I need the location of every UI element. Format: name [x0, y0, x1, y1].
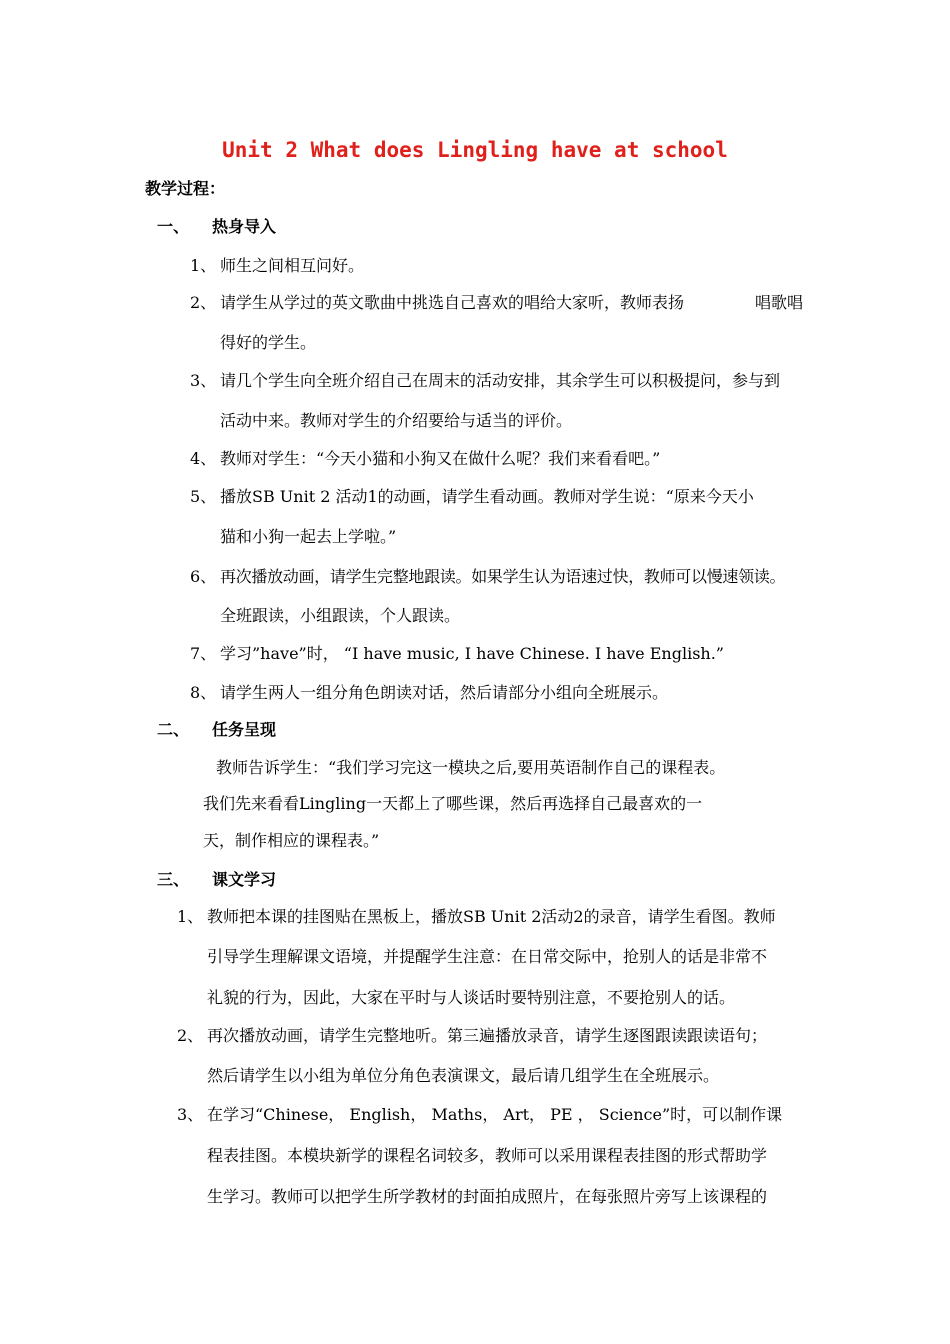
list-item-text: 教师把本课的挂图贴在黑板上，播放SB Unit 2活动2的录音，请学生看图。教师	[207, 907, 776, 926]
list-item-text: 请学生两人一组分角色朗读对话，然后请部分小组向全班展示。	[220, 683, 669, 702]
list-item-number: 4、	[190, 449, 217, 468]
section-number: 一、	[157, 217, 190, 236]
section-number: 三、	[157, 870, 190, 889]
list-item-number: 3、	[177, 1105, 204, 1124]
paragraph-line: 教师告诉学生：“我们学习完这一模块之后,要用英语制作自己的课程表。	[216, 758, 726, 777]
list-item-number: 6、	[190, 567, 217, 586]
list-item-text: 学习”have”时， “I have music, I have Chinese. I have English.”	[220, 644, 724, 663]
paragraph-line: 天，制作相应的课程表。”	[203, 831, 380, 850]
document-title: Unit 2 What does Lingling have at school	[222, 138, 728, 162]
list-item-text: 再次播放动画，请学生完整地听。第三遍播放录音，请学生逐图跟读跟读语句；	[207, 1026, 768, 1045]
list-item-text: 播放SB Unit 2 活动1的动画，请学生看动画。教师对学生说：“原来今天小	[220, 487, 754, 506]
list-item-text: 程表挂图。本模块新学的课程名词较多，教师可以采用课程表挂图的形式帮助学	[207, 1146, 768, 1165]
list-item-text: 得好的学生。	[220, 333, 317, 352]
list-item-text: 请几个学生向全班介绍自己在周末的活动安排，其余学生可以积极提问，参与到	[220, 371, 781, 390]
list-item-number: 7、	[190, 644, 217, 663]
list-item-text: 然后请学生以小组为单位分角色表演课文，最后请几组学生在全班展示。	[207, 1066, 720, 1085]
list-item-text: 再次播放动画，请学生完整地跟读。如果学生认为语速过快，教师可以慢速领读。	[220, 567, 786, 586]
list-item-text: 礼貌的行为，因此，大家在平时与人谈话时要特别注意，不要抢别人的话。	[207, 988, 736, 1007]
paragraph-line: 我们先来看看Lingling一天都上了哪些课，然后再选择自己最喜欢的一	[203, 794, 703, 813]
list-item-text: 唱歌唱	[755, 293, 804, 312]
list-item-text: 猫和小狗一起去上学啦。”	[220, 527, 397, 546]
list-item-number: 2、	[177, 1026, 204, 1045]
section-heading: 课文学习	[212, 870, 277, 889]
section-heading: 热身导入	[212, 217, 277, 236]
list-item-number: 8、	[190, 683, 217, 702]
process-label: 教学过程：	[145, 179, 226, 198]
section-heading: 任务呈现	[212, 720, 277, 739]
list-item-text: 引导学生理解课文语境，并提醒学生注意：在日常交际中，抢别人的话是非常不	[207, 947, 768, 966]
list-item-number: 1、	[177, 907, 204, 926]
list-item-number: 3、	[190, 371, 217, 390]
list-item-number: 1、	[190, 256, 217, 275]
list-item-text: 活动中来。教师对学生的介绍要给与适当的评价。	[220, 411, 573, 430]
list-item-text: 在学习“Chinese， English， Maths， Art， PE ， Science”时，可以制作课	[207, 1105, 783, 1124]
list-item-text: 师生之间相互问好。	[220, 256, 365, 275]
list-item-number: 5、	[190, 487, 217, 506]
section-number: 二、	[157, 720, 190, 739]
list-item-text: 教师对学生：“今天小猫和小狗又在做什么呢？我们来看看吧。”	[220, 449, 661, 468]
list-item-text: 请学生从学过的英文歌曲中挑选自己喜欢的唱给大家听，教师表扬	[220, 293, 685, 312]
list-item-number: 2、	[190, 293, 217, 312]
list-item-text: 全班跟读，小组跟读，个人跟读。	[220, 606, 461, 625]
list-item-text: 生学习。教师可以把学生所学教材的封面拍成照片，在每张照片旁写上该课程的	[207, 1187, 768, 1206]
